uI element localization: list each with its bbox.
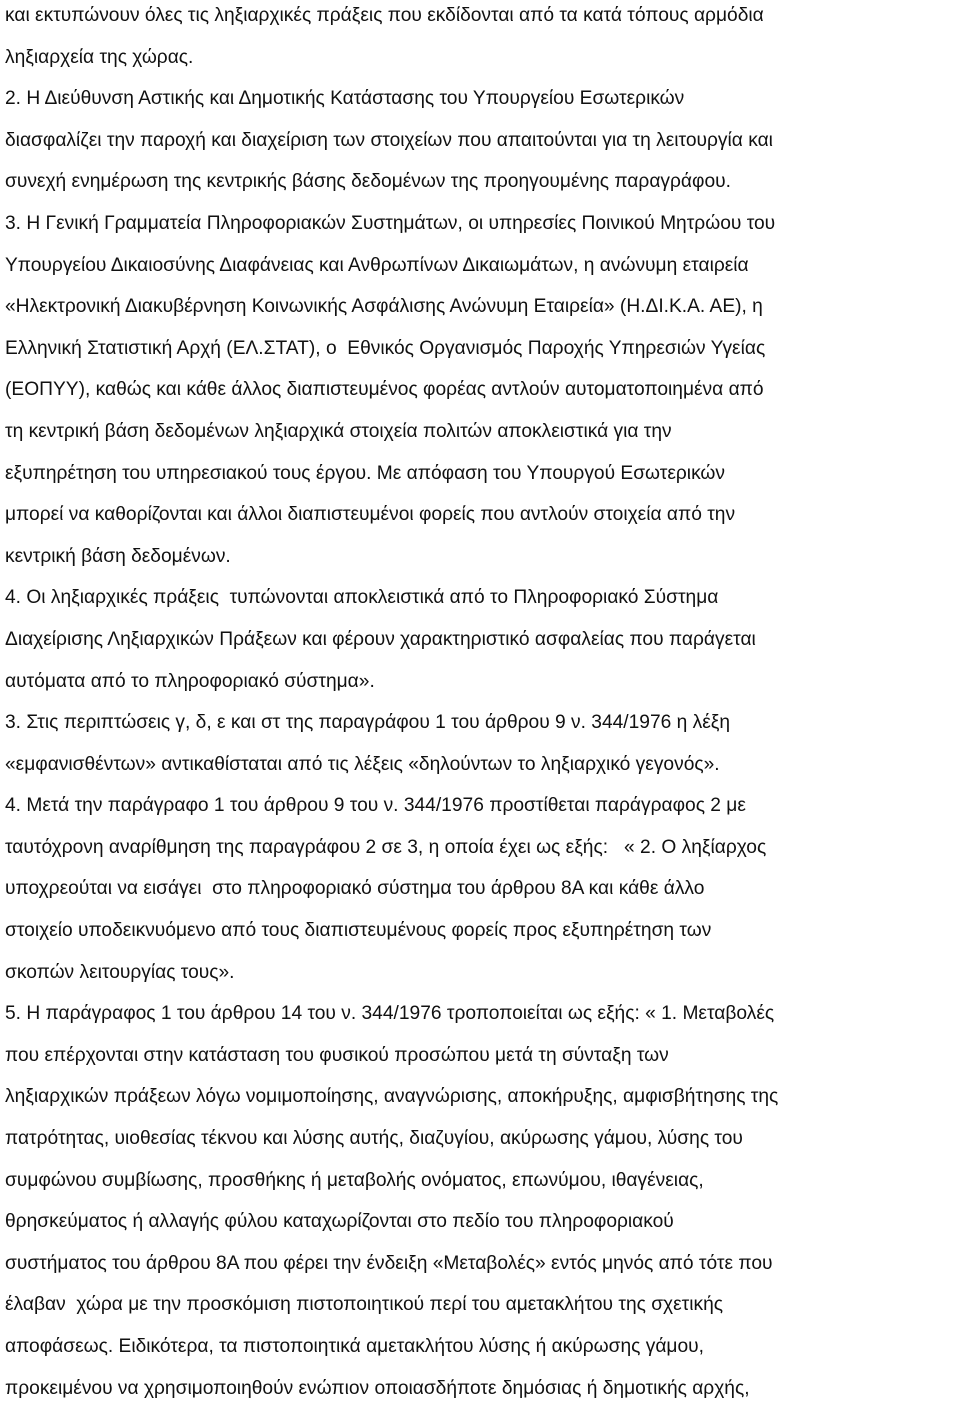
text-line: σκοπών λειτουργίας τους». — [5, 961, 235, 983]
text-line: Διαχείρισης Ληξιαρχικών Πράξεων και φέρουν χαρακτηριστικό ασφαλείας που παράγεται — [5, 628, 756, 650]
text-line: ληξιαρχικών πράξεων λόγω νομιμοποίησης, αναγνώρισης, αποκήρυξης, αμφισβήτησης της — [5, 1086, 779, 1108]
text-line: Ελληνική Στατιστική Αρχή (ΕΛ.ΣΤΑΤ), ο Εθνικός Οργανισμός Παροχής Υπηρεσιών Υγείας — [5, 337, 766, 359]
text-line: θρησκεύματος ή αλλαγής φύλου καταχωρίζονται στο πεδίο του πληροφοριακού — [5, 1211, 674, 1233]
text-line: και εκτυπώνουν όλες τις ληξιαρχικές πράξεις που εκδίδονται από τα κατά τόπους αρμόδια — [5, 5, 764, 26]
text-line: 3. Η Γενική Γραμματεία Πληροφοριακών Συστημάτων, οι υπηρεσίες Ποινικού Μητρώου του — [5, 212, 776, 234]
text-line: έλαβαν χώρα με την προσκόμιση πιστοποιητικού περί του αμετακλήτου της σχετικής — [5, 1294, 724, 1316]
text-line: διασφαλίζει την παροχή και διαχείριση των στοιχείων που απαιτούνται για τη λειτουργία και — [5, 129, 773, 151]
text-line: 4. Μετά την παράγραφο 1 του άρθρου 9 του ν. 344/1976 προστίθεται παράγραφος 2 με — [5, 795, 746, 817]
text-line: υποχρεούται να εισάγει στο πληροφοριακό σύστημα του άρθρου 8Α και κάθε άλλο — [5, 878, 705, 900]
text-line: αυτόματα από το πληροφοριακό σύστημα». — [5, 670, 375, 692]
text-line: 2. Η Διεύθυνση Αστικής και Δημοτικής Κατάστασης του Υπουργείου Εσωτερικών — [5, 88, 685, 110]
text-line: συνεχή ενημέρωση της κεντρικής βάσης δεδομένων της προηγουμένης παραγράφου. — [5, 171, 731, 193]
document-page — [5, 0, 960, 1409]
text-line: ληξιαρχεία της χώρας. — [5, 46, 194, 68]
text-line: προκειμένου να χρησιμοποιηθούν ενώπιον οποιασδήποτε δημόσιας ή δημοτικής αρχής, — [5, 1377, 750, 1399]
text-line: πατρότητας, υιοθεσίας τέκνου και λύσης αυτής, διαζυγίου, ακύρωσης γάμου, λύσης του — [5, 1128, 743, 1150]
text-line: συμφώνου συμβίωσης, προσθήκης ή μεταβολής ονόματος, επωνύμου, ιθαγένειας, — [5, 1169, 704, 1191]
text-line: (ΕΟΠΥΥ), καθώς και κάθε άλλος διαπιστευμένος φορέας αντλούν αυτοματοποιημένα από — [5, 379, 764, 401]
text-line: «Ηλεκτρονική Διακυβέρνηση Κοινωνικής Ασφάλισης Ανώνυμη Εταιρεία» (Η.ΔΙ.Κ.Α. ΑΕ), η — [5, 296, 763, 318]
text-line: αποφάσεως. Ειδικότερα, τα πιστοποιητικά αμετακλήτου λύσης ή ακύρωσης γάμου, — [5, 1336, 704, 1357]
text-line: κεντρική βάση δεδομένων. — [5, 545, 231, 567]
text-line: ταυτόχρονη αναρίθμηση της παραγράφου 2 σε 3, η οποία έχει ως εξής: « 2. Ο ληξίαρχος — [5, 836, 767, 858]
text-line: Υπουργείου Δικαιοσύνης Διαφάνειας και Ανθρωπίνων Δικαιωμάτων, η ανώνυμη εταιρεία — [5, 254, 749, 276]
text-line: εξυπηρέτηση του υπηρεσιακού τους έργου. Με απόφαση του Υπουργού Εσωτερικών — [5, 462, 726, 484]
text-line: 3. Στις περιπτώσεις γ, δ, ε και στ της παραγράφου 1 του άρθρου 9 ν. 344/1976 η λέξη — [5, 712, 731, 734]
text-line: συστήματος του άρθρου 8Α που φέρει την ένδειξη «Μεταβολές» εντός μηνός από τότε που — [5, 1252, 773, 1274]
text-line: τη κεντρική βάση δεδομένων ληξιαρχικά στοιχεία πολιτών αποκλειστικά για την — [5, 420, 672, 442]
text-line: «εμφανισθέντων» αντικαθίσταται από τις λέξεις «δηλούντων το ληξιαρχικό γεγονός». — [5, 753, 720, 775]
text-line: 4. Οι ληξιαρχικές πράξεις τυπώνονται αποκλειστικά από το Πληροφοριακό Σύστημα — [5, 587, 719, 609]
text-line: μπορεί να καθορίζονται και άλλοι διαπιστευμένοι φορείς που αντλούν στοιχεία από την — [5, 504, 736, 526]
text-line: στοιχείο υποδεικνυόμενο από τους διαπιστευμένους φορείς προς εξυπηρέτηση των — [5, 920, 712, 942]
text-line: που επέρχονται στην κατάσταση του φυσικού προσώπου μετά τη σύνταξη των — [5, 1044, 669, 1066]
text-line: 5. Η παράγραφος 1 του άρθρου 14 του ν. 344/1976 τροποποιείται ως εξής: « 1. Μεταβολές — [5, 1003, 775, 1025]
